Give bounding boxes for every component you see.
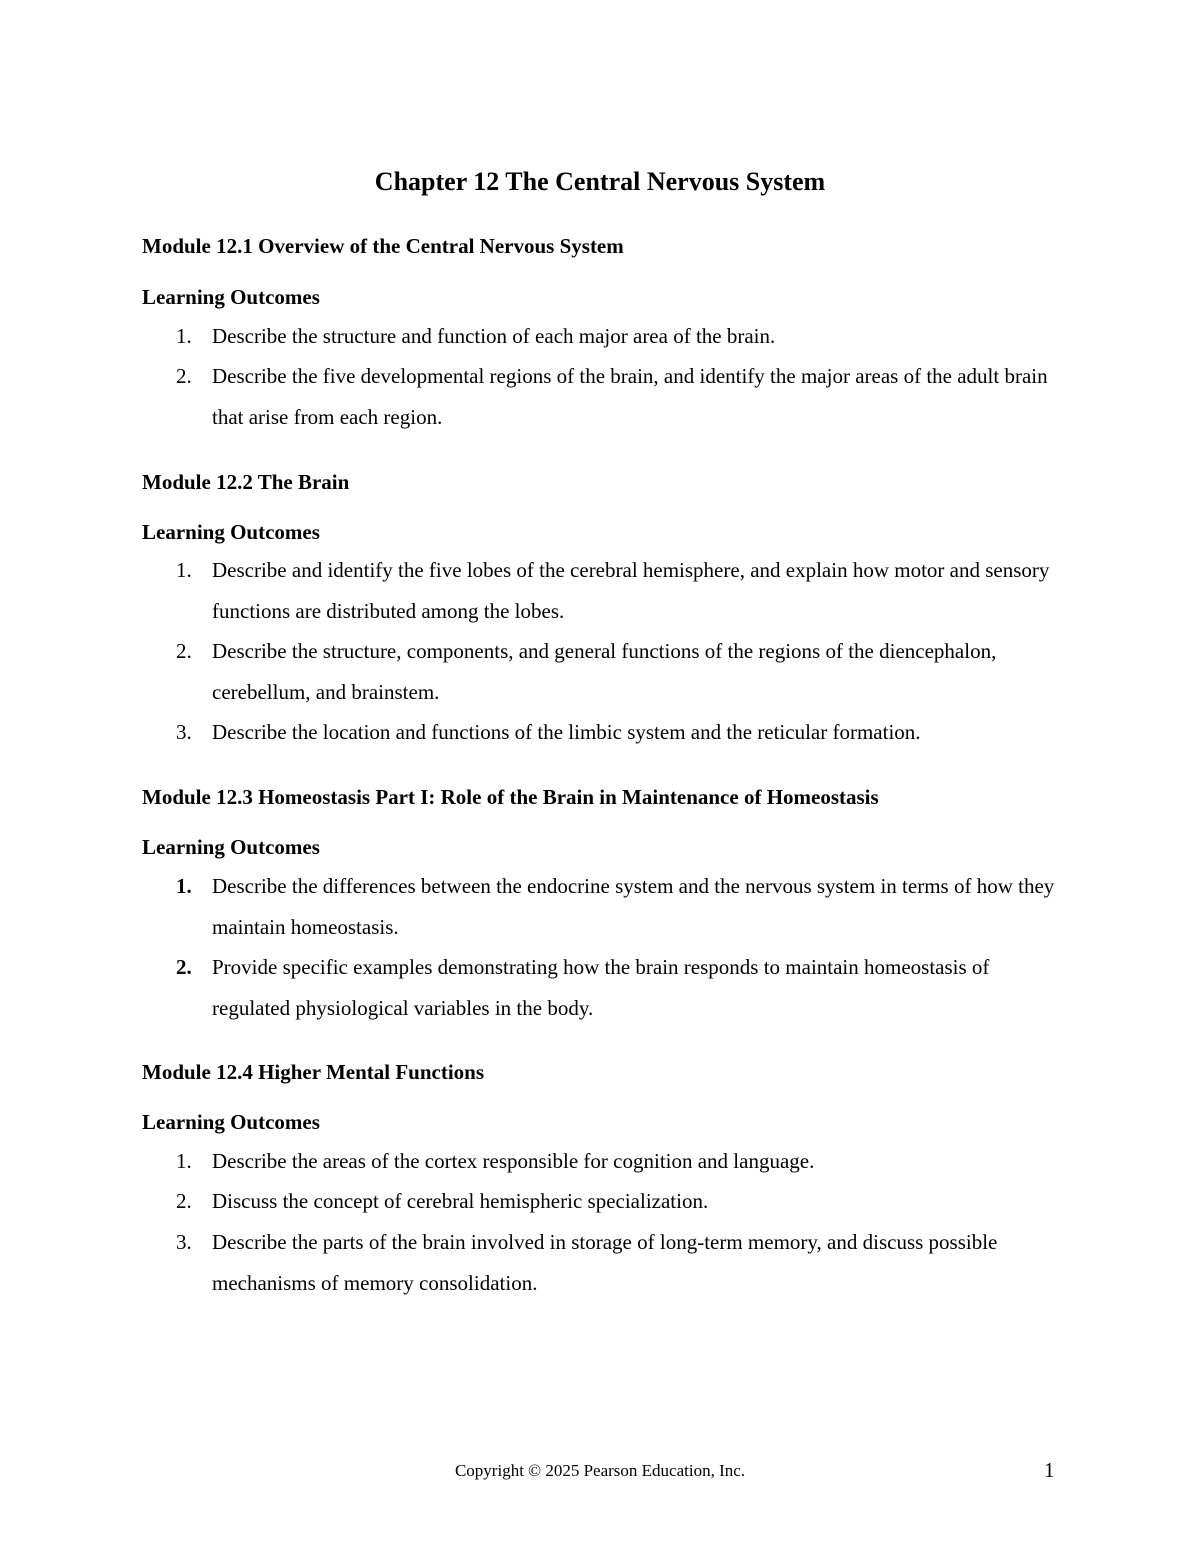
outcome-text: Provide specific examples demonstrating how the brain responds to maintain homeostasis of regulated physiological variables in the body. [212, 955, 990, 1020]
outcome-number: 1. [176, 558, 192, 582]
page-number: 1 [1044, 1458, 1055, 1482]
outcome-text: Describe the structure, components, and general functions of the regions of the diencephalon, cerebellum, and brainstem. [212, 639, 997, 704]
outcome-number: 1. [176, 874, 192, 898]
outcome-number: 1. [176, 1149, 192, 1173]
outcome-text: Describe the structure and function of each major area of the brain. [212, 324, 776, 348]
outcome-text: Describe and identify the five lobes of the cerebral hemisphere, and explain how motor and sensory functions are distributed among the lobes. [212, 558, 1050, 623]
learning-outcomes-heading: Learning Outcomes [142, 1110, 320, 1134]
outcome-number: 3. [176, 720, 192, 744]
outcome-text: Describe the parts of the brain involved in storage of long-term memory, and discuss possible mechanisms of memory consolidation. [212, 1230, 998, 1295]
footer-copyright: Copyright © 2025 Pearson Education, Inc. [454, 1461, 746, 1480]
module-heading-12-2: Module 12.2 The Brain [142, 470, 350, 494]
outcome-number: 2. [176, 639, 192, 663]
chapter-title: Chapter 12 The Central Nervous System [374, 167, 826, 196]
outcome-text: Describe the areas of the cortex responsible for cognition and language. [212, 1149, 815, 1173]
outcome-text: Describe the five developmental regions of the brain, and identify the major areas of the adult brain that arise from each region. [212, 364, 1048, 429]
module-heading-12-4: Module 12.4 Higher Mental Functions [142, 1060, 485, 1084]
learning-outcomes-heading: Learning Outcomes [142, 520, 320, 544]
outcome-text: Describe the differences between the endocrine system and the nervous system in terms of how they maintain homeostasis. [212, 874, 1055, 939]
outcome-number: 2. [176, 1189, 192, 1213]
module-heading-12-3: Module 12.3 Homeostasis Part I: Role of the Brain in Maintenance of Homeostasis [142, 785, 879, 809]
module-heading-12-1: Module 12.1 Overview of the Central Nervous System [142, 234, 624, 258]
outcome-text: Describe the location and functions of the limbic system and the reticular formation. [212, 720, 921, 744]
learning-outcomes-heading: Learning Outcomes [142, 835, 320, 859]
outcome-number: 1. [176, 324, 192, 348]
outcome-text: Discuss the concept of cerebral hemispheric specialization. [212, 1189, 709, 1213]
learning-outcomes-heading: Learning Outcomes [142, 285, 320, 309]
outcome-number: 2. [176, 364, 192, 388]
outcome-number: 3. [176, 1230, 192, 1254]
outcome-number: 2. [176, 955, 192, 979]
